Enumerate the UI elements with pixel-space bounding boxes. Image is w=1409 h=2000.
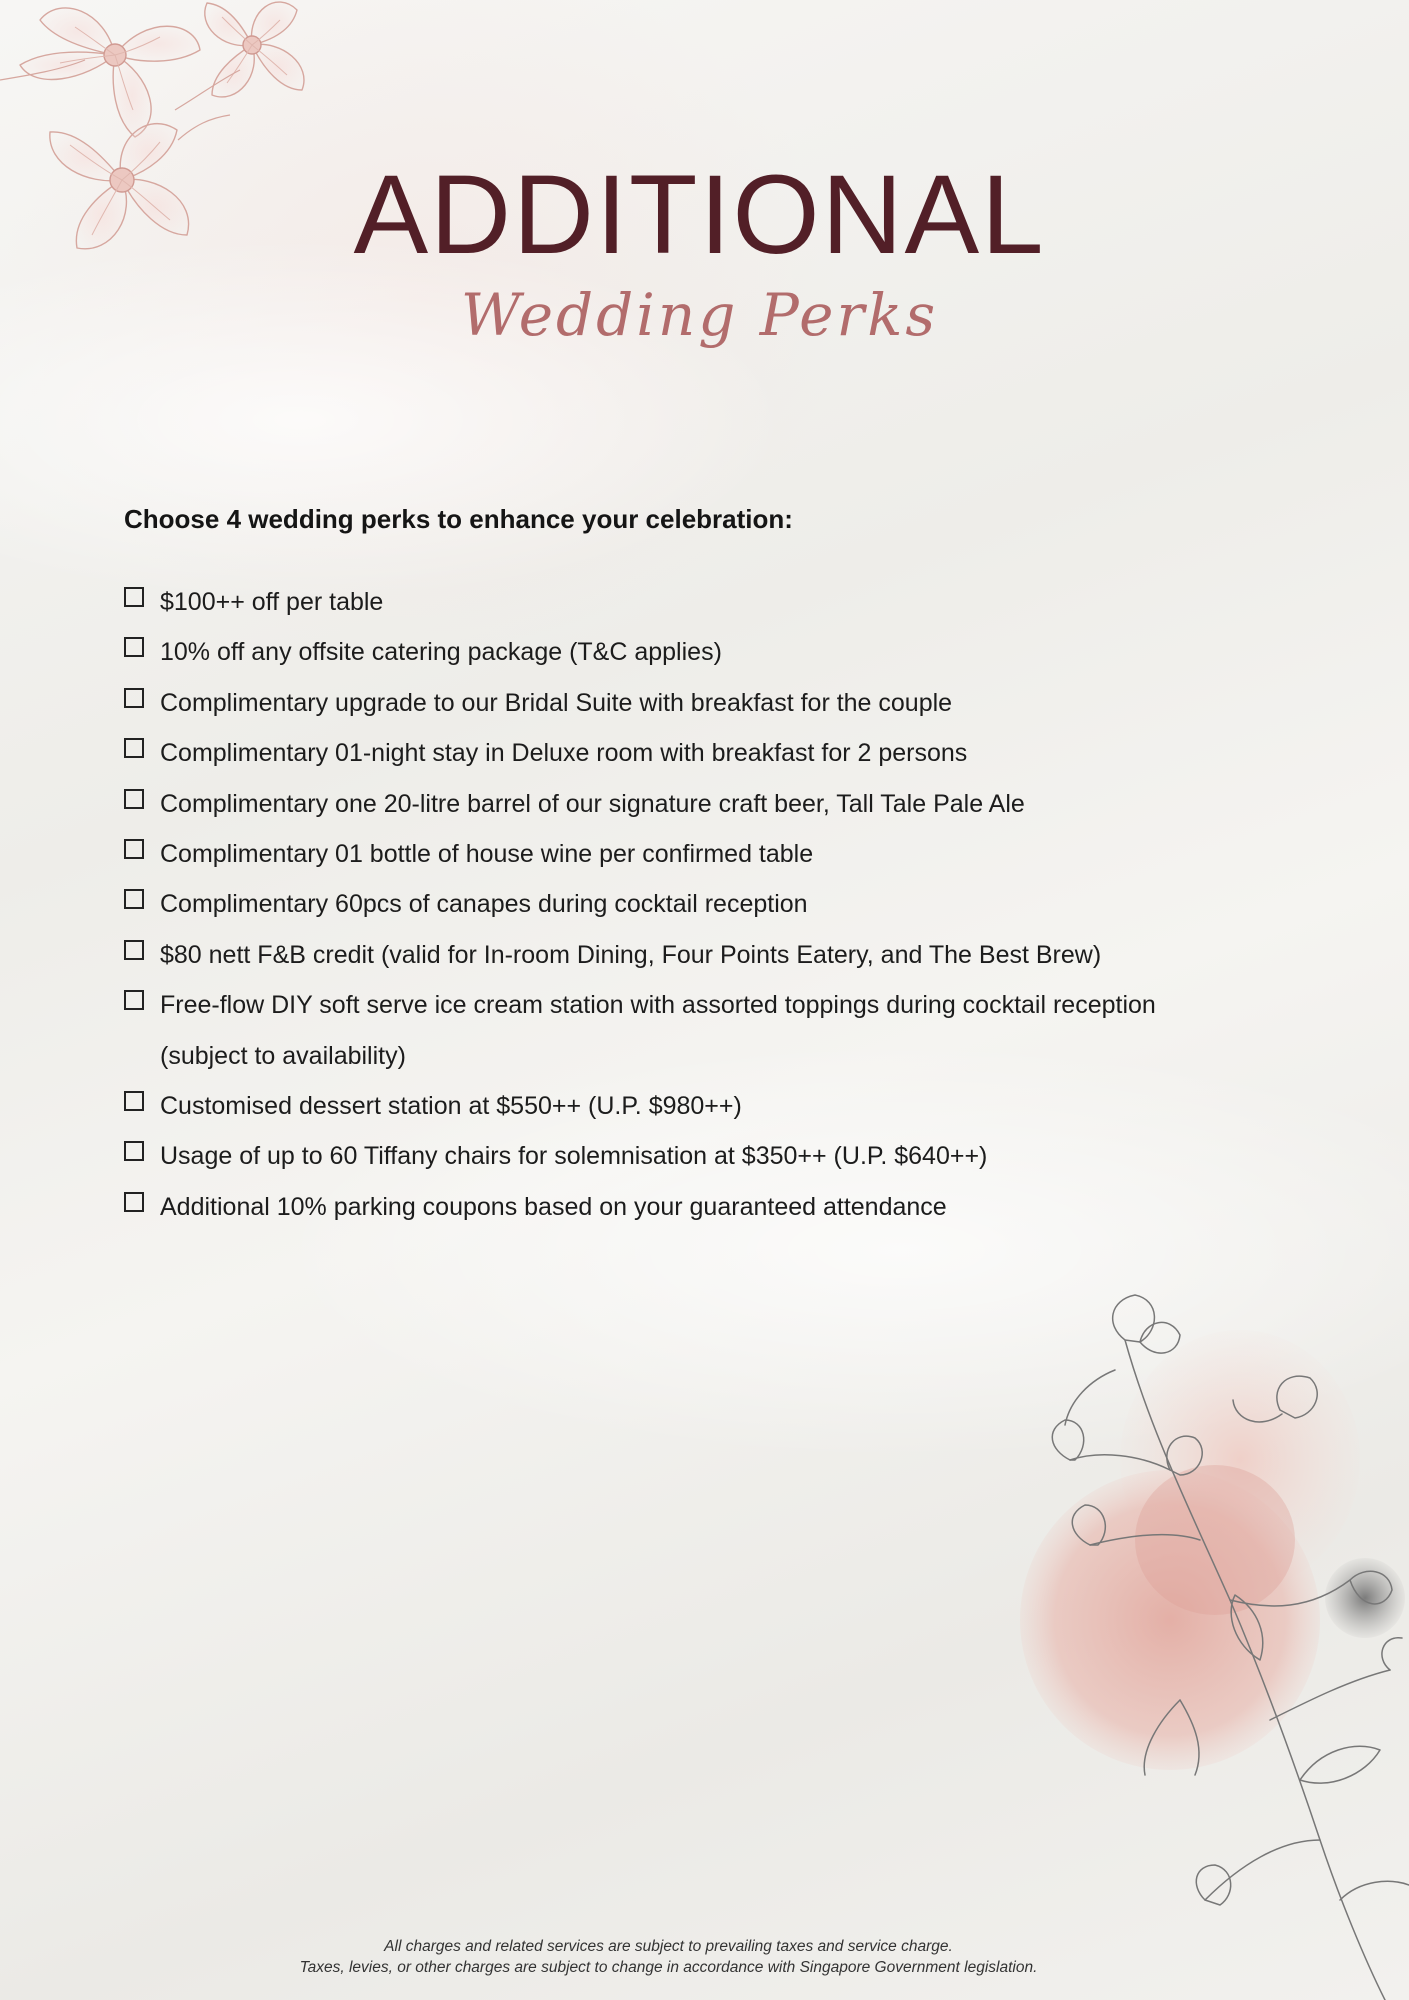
perk-checkbox[interactable] [124, 738, 144, 758]
perk-label: Customised dessert station at $550++ (U.P. $980++) [160, 1092, 742, 1121]
perk-label: Additional 10% parking coupons based on your guaranteed attendance [160, 1192, 947, 1221]
perk-checkbox[interactable] [124, 688, 144, 708]
perk-item [124, 879, 1244, 929]
perk-label: 10% off any offsite catering package (T&C applies) [160, 638, 722, 667]
perk-item [124, 728, 1244, 778]
perk-label: Complimentary one 20-litre barrel of our signature craft beer, Tall Tale Pale Ale [160, 789, 1025, 818]
perk-item [124, 577, 1244, 627]
title-script: Wedding Perks [460, 281, 939, 349]
perk-checkbox[interactable] [124, 889, 144, 909]
perk-item [124, 779, 1244, 829]
page-title [0, 150, 1409, 350]
title-main: ADDITIONAL [353, 152, 1046, 277]
perk-label: Free-flow DIY soft serve ice cream station with assorted toppings during cocktail reception (subject to availability) [160, 991, 1156, 1070]
footer-line-1: All charges and related services are subject to prevailing taxes and service charge. [384, 1938, 953, 1955]
perk-label: Complimentary 60pcs of canapes during cocktail reception [160, 890, 808, 919]
perk-checkbox[interactable] [124, 637, 144, 657]
intro-heading: Choose 4 wedding perks to enhance your celebration: [124, 504, 793, 534]
perk-item [124, 1131, 1244, 1181]
perk-checkbox[interactable] [124, 940, 144, 960]
perk-checkbox[interactable] [124, 1192, 144, 1212]
perk-label: Usage of up to 60 Tiffany chairs for solemnisation at $350++ (U.P. $640++) [160, 1142, 988, 1171]
footer-line-2: Taxes, levies, or other charges are subject to change in accordance with Singapore Government legislation. [299, 1959, 1038, 1976]
perk-checkbox[interactable] [124, 1091, 144, 1111]
perks-list [124, 577, 1244, 1232]
perk-checkbox[interactable] [124, 1141, 144, 1161]
perk-checkbox[interactable] [124, 587, 144, 607]
perk-label: Complimentary 01-night stay in Deluxe room with breakfast for 2 persons [160, 739, 968, 768]
perk-checkbox[interactable] [124, 839, 144, 859]
perk-label: $100++ off per table [160, 588, 384, 616]
perk-item [124, 678, 1244, 728]
perk-checkbox[interactable] [124, 789, 144, 809]
perk-item [124, 829, 1244, 879]
perk-label: Complimentary upgrade to our Bridal Suite with breakfast for the couple [160, 688, 953, 717]
perk-label: Complimentary 01 bottle of house wine per confirmed table [160, 840, 814, 869]
footer-disclaimer [0, 1936, 1409, 1978]
perk-item [124, 1182, 1244, 1232]
perk-checkbox[interactable] [124, 990, 144, 1010]
perk-item [124, 1081, 1244, 1131]
perk-item [124, 980, 1244, 1081]
perk-item [124, 930, 1244, 980]
watercolor-floral-illustration [1020, 1280, 1409, 2000]
perk-label: $80 nett F&B credit (valid for In-room Dining, Four Points Eatery, and The Best Brew) [160, 940, 1102, 969]
perk-item [124, 627, 1244, 677]
